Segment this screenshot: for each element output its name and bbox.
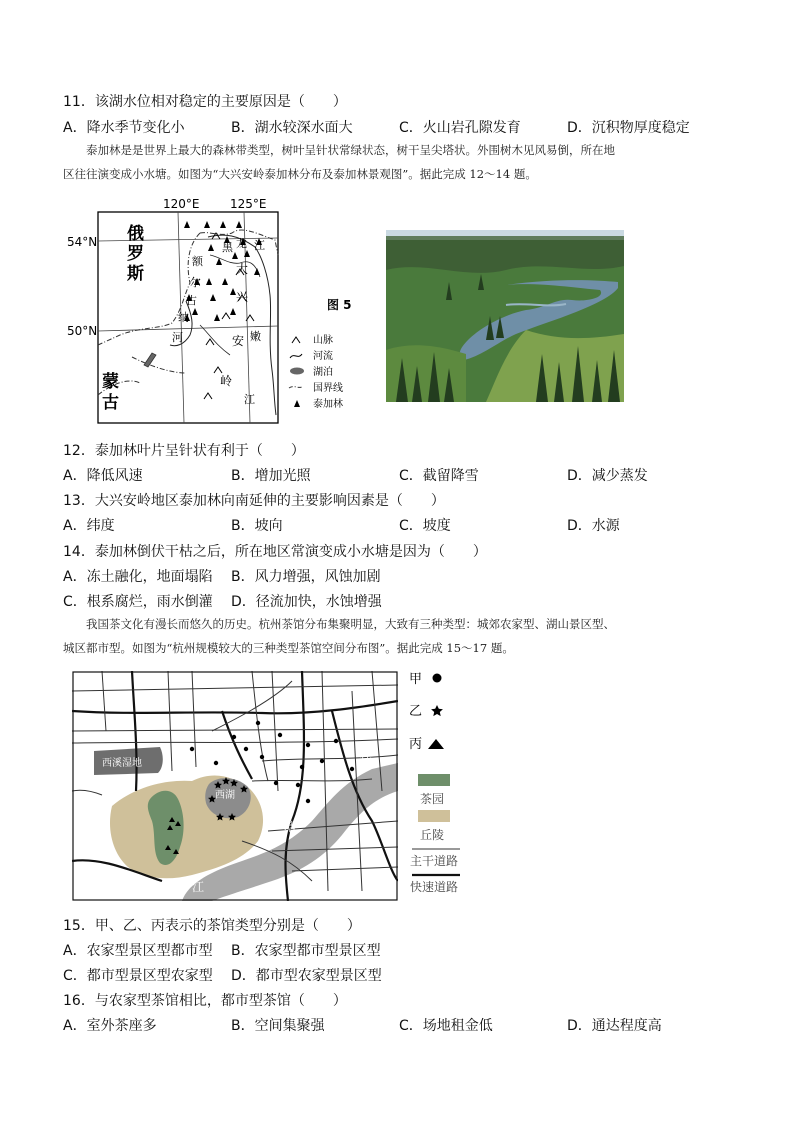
legend-lake: 湖泊 [313, 367, 333, 378]
lon-label-120: 120°E [163, 197, 200, 211]
triangle-icon [428, 739, 444, 749]
hills-swatch [418, 810, 450, 822]
q14-option-b: B．风力增强，风蚀加剧 [231, 569, 381, 585]
tang-label: 塘 [284, 820, 297, 834]
q11-stem: 11．该湖水位相对稳定的主要原因是（ ） [63, 94, 347, 110]
legend-bing-label: 丙 [409, 737, 423, 752]
q12-option-a: A．降低风速 [63, 468, 143, 484]
q16-option-d: D．通达程度高 [567, 1018, 662, 1034]
dot-icon [433, 674, 442, 683]
russia-label-1: 俄 [127, 224, 144, 244]
qian-label: 钱 [360, 752, 373, 766]
hangzhou-teahouse-map [72, 671, 398, 901]
q13-option-d: D．水源 [567, 518, 620, 534]
lat-label-54: 54°N [67, 235, 98, 249]
mongolia-label-1: 蒙 [102, 372, 119, 392]
passage-teahouse-line2: 城区都市型。如图为“杭州规模较大的三种类型茶馆空间分布图”。据此完成 15～17 题。 [63, 641, 514, 655]
q11-option-c: C．火山岩孔隙发育 [399, 120, 521, 136]
passage-taiga-line1: 泰加林是是世界上最大的森林带类型，树叶呈针状常绿状态，树干呈尖塔状。外围树木见风易倒，所在地 [63, 143, 615, 157]
legend-mountain: 山脉 [313, 335, 333, 346]
map1-legend [289, 333, 343, 410]
figure-5-label: 图 5 [327, 298, 352, 312]
q15-stem: 15．甲、乙、丙表示的茶馆类型分别是（ ） [63, 918, 361, 934]
q14-option-c: C．根系腐烂，雨水倒灌 [63, 594, 213, 610]
legend-yi-label: 乙 [409, 704, 423, 719]
taiga-landscape-photo [386, 230, 624, 402]
russia-label-3: 斯 [127, 264, 144, 284]
q11-option-a: A．降水季节变化小 [63, 120, 185, 136]
legend-river: 河流 [313, 351, 333, 362]
passage-taiga [63, 138, 743, 186]
eerguna-label-3: 古 [186, 294, 197, 307]
q16-stem: 16．与农家型茶馆相比，都市型茶馆（ ） [63, 993, 347, 1009]
q15-option-b: B．农家型都市型景区型 [231, 943, 381, 959]
eerguna-label-5: 河 [172, 331, 183, 344]
heilongjiang-label-3: 江 [254, 239, 265, 252]
q13-stem: 13．大兴安岭地区泰加林向南延伸的主要影响因素是（ ） [63, 493, 445, 509]
q13-option-b: B．坡向 [231, 518, 283, 534]
russia-label-2: 罗 [127, 244, 144, 264]
eerguna-label-4: 纳 [178, 311, 189, 324]
legend-tea-garden: 茶园 [420, 792, 445, 806]
daxinganling-label-4: 岭 [220, 374, 233, 388]
star-icon [431, 705, 443, 716]
legend-jia-label: 甲 [409, 672, 423, 687]
q13-option-c: C．坡度 [399, 518, 451, 534]
hangzhou-map-legend [404, 668, 484, 900]
q15-option-d: D．都市型农家型景区型 [231, 968, 382, 984]
daxinganling-label-1: 大 [236, 262, 249, 276]
passage-teahouse [63, 612, 743, 660]
legend-hills: 丘陵 [420, 828, 445, 842]
q16-option-b: B．空间集聚强 [231, 1018, 325, 1034]
taiga-distribution-map [60, 195, 360, 427]
jiang-label: 江 [192, 880, 205, 894]
q11-option-b: B．湖水较深水面大 [231, 120, 353, 136]
passage-taiga-line2: 区往往演变成小水塘。如图为“大兴安岭泰加林分布及泰加林景观图”。据此完成 12～14 题。 [63, 167, 537, 181]
lat-label-50: 50°N [67, 324, 98, 338]
q12-option-d: D．减少蒸发 [567, 468, 648, 484]
eerguna-label-1: 额 [192, 255, 203, 268]
q12-option-c: C．截留降雪 [399, 468, 479, 484]
lon-label-125: 125°E [230, 197, 267, 211]
q14-stem: 14．泰加林倒伏干枯之后，所在地区常演变成小水塘是因为（ ） [63, 544, 487, 560]
q16-option-a: A．室外茶座多 [63, 1018, 157, 1034]
q12-stem: 12．泰加林叶片呈针状有利于（ ） [63, 443, 305, 459]
heilongjiang-label-1: 黑 [222, 241, 233, 254]
q13-option-a: A．纬度 [63, 518, 115, 534]
nenjiang-label-2: 江 [244, 393, 255, 406]
q16-option-c: C．场地租金低 [399, 1018, 493, 1034]
q12-option-b: B．增加光照 [231, 468, 311, 484]
west-lake-label: 西湖 [215, 790, 235, 801]
nenjiang-label-1: 嫩 [250, 330, 261, 343]
q15-option-a: A．农家型景区型都市型 [63, 943, 213, 959]
q15-option-c: C．都市型景区型农家型 [63, 968, 213, 984]
passage-teahouse-line1: 我国茶文化有漫长而悠久的历史。杭州茶馆分布集聚明显，大致有三种类型：城郊农家型、湖山景区型、 [63, 617, 615, 631]
legend-main-road: 主干道路 [410, 854, 459, 868]
eerguna-label-2: 尔 [190, 276, 201, 289]
q14-option-d: D．径流加快，水蚀增强 [231, 594, 382, 610]
daxinganling-label-3: 安 [232, 334, 245, 348]
tea-garden-swatch [418, 774, 450, 786]
q14-option-a: A．冻土融化，地面塌陷 [63, 569, 213, 585]
legend-border: 国界线 [313, 383, 343, 394]
q11-option-d: D．沉积物厚度稳定 [567, 120, 690, 136]
legend-taiga: 泰加林 [313, 399, 343, 410]
daxinganling-label-2: 兴 [236, 290, 249, 304]
legend-express-road: 快速道路 [410, 880, 459, 894]
mongolia-label-2: 古 [102, 393, 119, 413]
heilongjiang-label-2: 龙 [236, 237, 247, 250]
xixi-wetland-label: 西溪湿地 [102, 758, 142, 769]
